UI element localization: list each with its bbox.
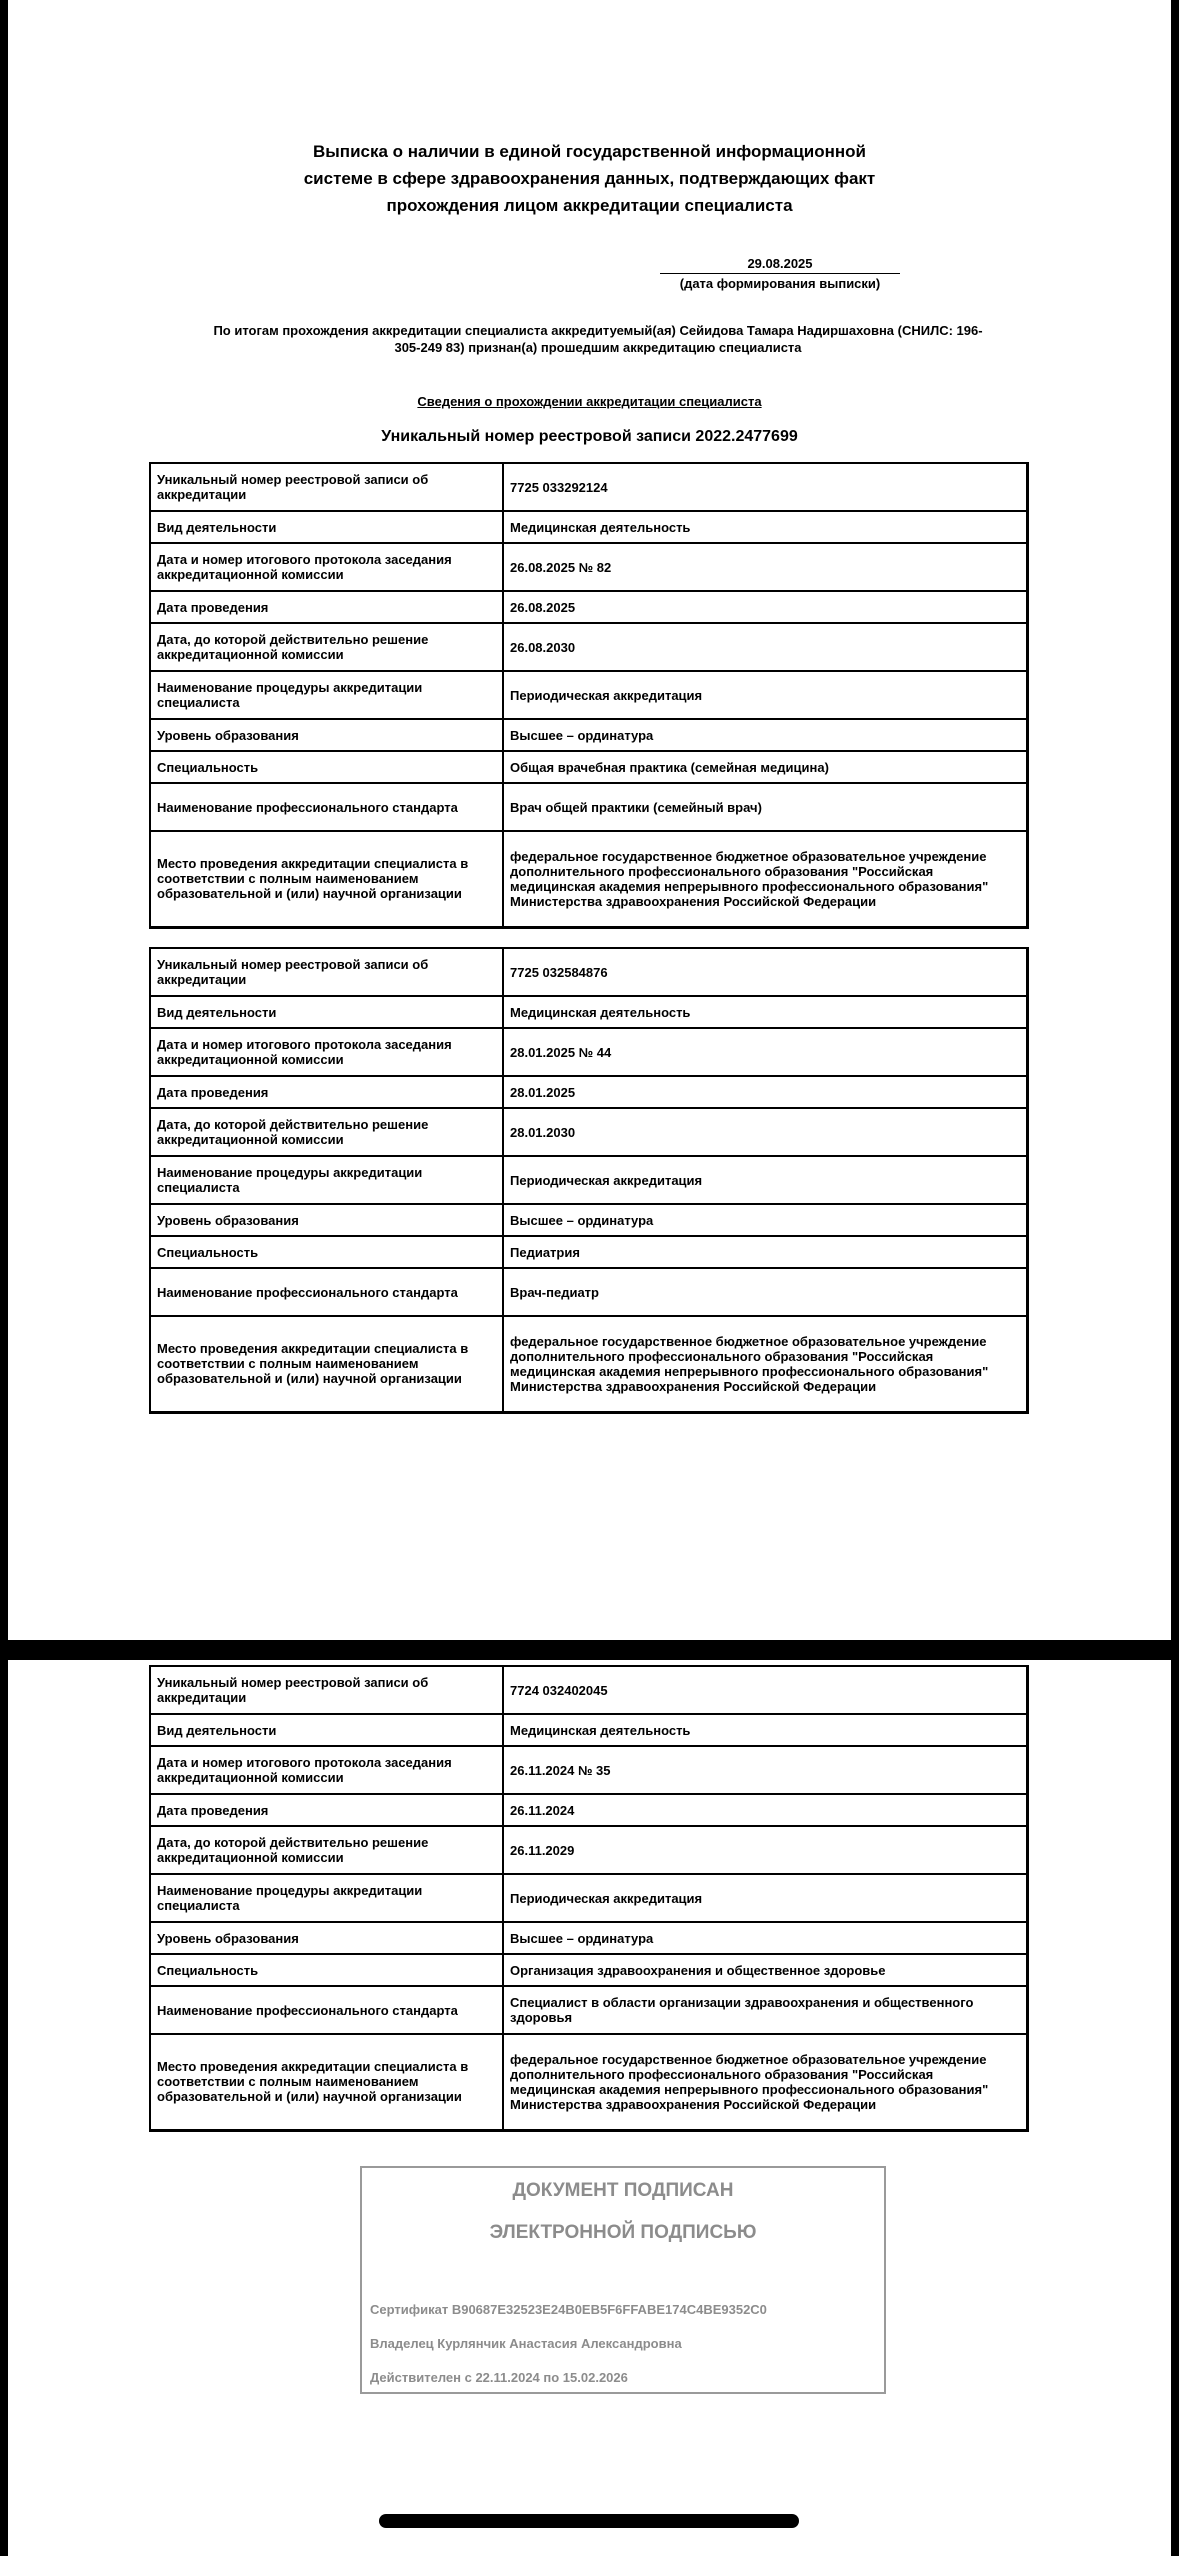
extract-date-caption: (дата формирования выписки) (679, 276, 881, 291)
table-row (150, 996, 1028, 1028)
certificate-number: Сертификат B90687E32523E24B0EB5F6FFABE174C4BE9352C0 (370, 2302, 767, 2317)
accreditation-record-table (149, 462, 1029, 929)
field-value: федеральное государственное бюджетное образовательное учреждение дополнительного профессионального образования "Российская медицинская академия непрерывного профессионального образования" Министерства здравоохранения Российской Федерации (503, 1316, 1028, 1412)
field-value: 7724 032402045 (503, 1666, 1028, 1714)
table-row (150, 1794, 1028, 1826)
table-row (150, 671, 1028, 719)
stamp-subheading: ЭЛЕКТРОННОЙ ПОДПИСЬЮ (489, 2222, 757, 2243)
certificate-validity: Действителен с 22.11.2024 по 15.02.2026 (370, 2370, 628, 2385)
table-row (150, 751, 1028, 783)
field-label: Наименование процедуры аккредитации специалиста (150, 1156, 503, 1204)
field-value: Медицинская деятельность (503, 511, 1028, 543)
table-row (150, 719, 1028, 751)
table-row (150, 783, 1028, 831)
home-indicator[interactable] (379, 2514, 799, 2528)
field-value: Высшее – ординатура (503, 719, 1028, 751)
extract-date: 29.08.2025 (660, 256, 900, 274)
field-value: Медицинская деятельность (503, 996, 1028, 1028)
field-value: федеральное государственное бюджетное образовательное учреждение дополнительного профессионального образования "Российская медицинская академия непрерывного профессионального образования" Министерства здравоохранения Российской Федерации (503, 2034, 1028, 2130)
field-label: Дата, до которой действительно решение аккредитационной комиссии (150, 1826, 503, 1874)
field-label: Специальность (150, 1954, 503, 1986)
field-value: 26.11.2024 № 35 (503, 1746, 1028, 1794)
field-label: Специальность (150, 751, 503, 783)
field-label: Дата и номер итогового протокола заседания аккредитационной комиссии (150, 1028, 503, 1076)
table-row (150, 1714, 1028, 1746)
table-row (150, 543, 1028, 591)
table-row (150, 948, 1028, 996)
field-label: Уникальный номер реестровой записи об аккредитации (150, 463, 503, 511)
field-label: Уровень образования (150, 1204, 503, 1236)
table-row (150, 1204, 1028, 1236)
field-value: Общая врачебная практика (семейная медицина) (503, 751, 1028, 783)
registry-title: Уникальный номер реестровой записи 2022.2477699 (381, 428, 798, 445)
field-label: Наименование процедуры аккредитации специалиста (150, 671, 503, 719)
field-value: Педиатрия (503, 1236, 1028, 1268)
table-row (150, 831, 1028, 927)
table-row (150, 1076, 1028, 1108)
table-row (150, 1028, 1028, 1076)
certificate-owner: Владелец Курлянчик Анастасия Александровна (370, 2336, 682, 2351)
field-label: Дата проведения (150, 1076, 503, 1108)
table-row (150, 2034, 1028, 2130)
field-label: Дата и номер итогового протокола заседания аккредитационной комиссии (150, 543, 503, 591)
field-value: 26.11.2024 (503, 1794, 1028, 1826)
field-label: Наименование профессионального стандарта (150, 1268, 503, 1316)
title-line: системе в сфере здравоохранения данных, подтверждающих факт (303, 169, 876, 188)
document-title (8, 138, 1171, 219)
table-row (150, 1922, 1028, 1954)
field-value: федеральное государственное бюджетное образовательное учреждение дополнительного профессионального образования "Российская медицинская академия непрерывного профессионального образования" Министерства здравоохранения Российской Федерации (503, 831, 1028, 927)
field-label: Уровень образования (150, 719, 503, 751)
stamp-heading: ДОКУМЕНТ ПОДПИСАН (512, 2180, 734, 2201)
field-label: Специальность (150, 1236, 503, 1268)
title-line: Выписка о наличии в единой государственной информационной (313, 142, 866, 161)
field-label: Дата, до которой действительно решение аккредитационной комиссии (150, 1108, 503, 1156)
field-label: Вид деятельности (150, 1714, 503, 1746)
field-value: 26.11.2029 (503, 1826, 1028, 1874)
table-row (150, 1156, 1028, 1204)
intro-line: 305-249 83) признан(а) прошедшим аккредитацию специалиста (394, 340, 802, 355)
field-label: Дата проведения (150, 591, 503, 623)
field-label: Уровень образования (150, 1922, 503, 1954)
field-value: 26.08.2030 (503, 623, 1028, 671)
field-label: Вид деятельности (150, 511, 503, 543)
field-label: Место проведения аккредитации специалиста в соответствии с полным наименованием образовательной и (или) научной организации (150, 831, 503, 927)
table-row (150, 1666, 1028, 1714)
table-row (150, 1316, 1028, 1412)
field-label: Дата и номер итогового протокола заседания аккредитационной комиссии (150, 1746, 503, 1794)
field-value: 28.01.2025 (503, 1076, 1028, 1108)
field-value: Медицинская деятельность (503, 1714, 1028, 1746)
table-row (150, 623, 1028, 671)
field-label: Наименование профессионального стандарта (150, 783, 503, 831)
table-row (150, 1108, 1028, 1156)
field-value: Периодическая аккредитация (503, 1156, 1028, 1204)
field-label: Место проведения аккредитации специалиста в соответствии с полным наименованием образовательной и (или) научной организации (150, 2034, 503, 2130)
electronic-signature-stamp (360, 2166, 886, 2394)
field-label: Уникальный номер реестровой записи об аккредитации (150, 1666, 503, 1714)
field-value: 28.01.2030 (503, 1108, 1028, 1156)
field-label: Дата, до которой действительно решение аккредитационной комиссии (150, 623, 503, 671)
table-row (150, 1746, 1028, 1794)
field-value: Врач общей практики (семейный врач) (503, 783, 1028, 831)
field-label: Наименование профессионального стандарта (150, 1986, 503, 2034)
intro-text (148, 322, 1048, 356)
table-row (150, 1874, 1028, 1922)
field-value: 26.08.2025 (503, 591, 1028, 623)
field-label: Вид деятельности (150, 996, 503, 1028)
accreditation-record-table (149, 947, 1029, 1414)
field-value: 26.08.2025 № 82 (503, 543, 1028, 591)
title-line: прохождения лицом аккредитации специалиста (386, 196, 793, 215)
field-label: Уникальный номер реестровой записи об аккредитации (150, 948, 503, 996)
accreditation-record-table (149, 1665, 1029, 2132)
field-value: 7725 033292124 (503, 463, 1028, 511)
field-value: 7725 032584876 (503, 948, 1028, 996)
table-row (150, 1954, 1028, 1986)
document-page-1 (8, 0, 1171, 1640)
table-row (150, 1268, 1028, 1316)
table-row (150, 463, 1028, 511)
table-row (150, 1236, 1028, 1268)
field-value: 28.01.2025 № 44 (503, 1028, 1028, 1076)
document-page-2 (8, 1660, 1171, 2556)
section-title: Сведения о прохождении аккредитации специалиста (417, 394, 762, 409)
field-label: Дата проведения (150, 1794, 503, 1826)
field-label: Наименование процедуры аккредитации специалиста (150, 1874, 503, 1922)
table-row (150, 1986, 1028, 2034)
field-value: Организация здравоохранения и общественное здоровье (503, 1954, 1028, 1986)
intro-line: По итогам прохождения аккредитации специалиста аккредитуемый(ая) Сейидова Тамара Надиршаховна (СНИЛС: 196- (213, 323, 983, 338)
field-value: Периодическая аккредитация (503, 671, 1028, 719)
field-value: Периодическая аккредитация (503, 1874, 1028, 1922)
field-value: Специалист в области организации здравоохранения и общественного здоровья (503, 1986, 1028, 2034)
field-value: Врач-педиатр (503, 1268, 1028, 1316)
field-label: Место проведения аккредитации специалиста в соответствии с полным наименованием образовательной и (или) научной организации (150, 1316, 503, 1412)
extract-date-block (660, 256, 900, 291)
field-value: Высшее – ординатура (503, 1204, 1028, 1236)
field-value: Высшее – ординатура (503, 1922, 1028, 1954)
table-row (150, 591, 1028, 623)
table-row (150, 1826, 1028, 1874)
table-row (150, 511, 1028, 543)
